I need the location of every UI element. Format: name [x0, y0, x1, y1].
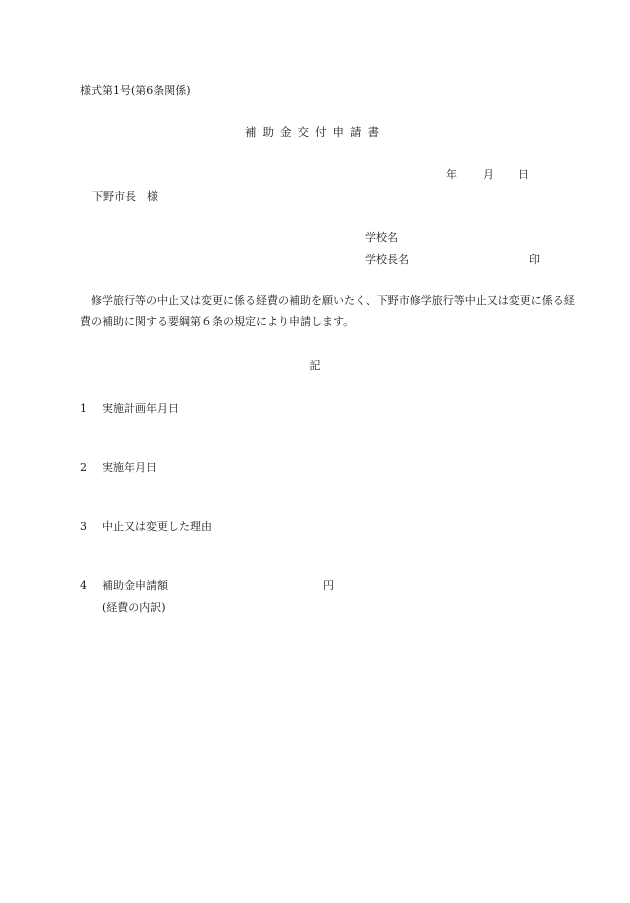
- item-label: 補助金申請額: [102, 579, 168, 592]
- item-number: 4: [80, 579, 87, 592]
- date-year-label: 年: [446, 168, 457, 181]
- seal-label: 印: [529, 253, 540, 266]
- item-number: 3: [80, 520, 87, 533]
- addressee: 下野市長 様: [92, 190, 158, 203]
- item-label: 中止又は変更した理由: [102, 520, 212, 533]
- item-label: 実施年月日: [102, 461, 157, 474]
- school-name-label: 学校名: [365, 231, 398, 244]
- list-item: [80, 400, 179, 416]
- item-label: 実施計画年月日: [102, 402, 179, 415]
- date-month-label: 月: [483, 168, 494, 181]
- form-number: 様式第1号(第6条関係): [80, 84, 191, 97]
- breakdown-label: (経費の内訳): [102, 601, 166, 614]
- amount-unit: 円: [323, 579, 334, 592]
- principal-name-label: 学校長名: [365, 253, 409, 266]
- list-item: [80, 577, 168, 593]
- document-title: 補助金交付申請書: [245, 125, 385, 139]
- ki-heading: 記: [309, 359, 321, 372]
- list-item: [80, 518, 212, 534]
- date-day-label: 日: [518, 168, 529, 181]
- application-body-text: 修学旅行等の中止又は変更に係る経費の補助を願いたく、下野市修学旅行等中止又は変更に係る経費の補助に関する要綱第６条の規定により申請します。: [80, 294, 575, 328]
- item-number: 2: [80, 461, 87, 474]
- item-number: 1: [80, 402, 87, 415]
- list-item: [80, 459, 157, 475]
